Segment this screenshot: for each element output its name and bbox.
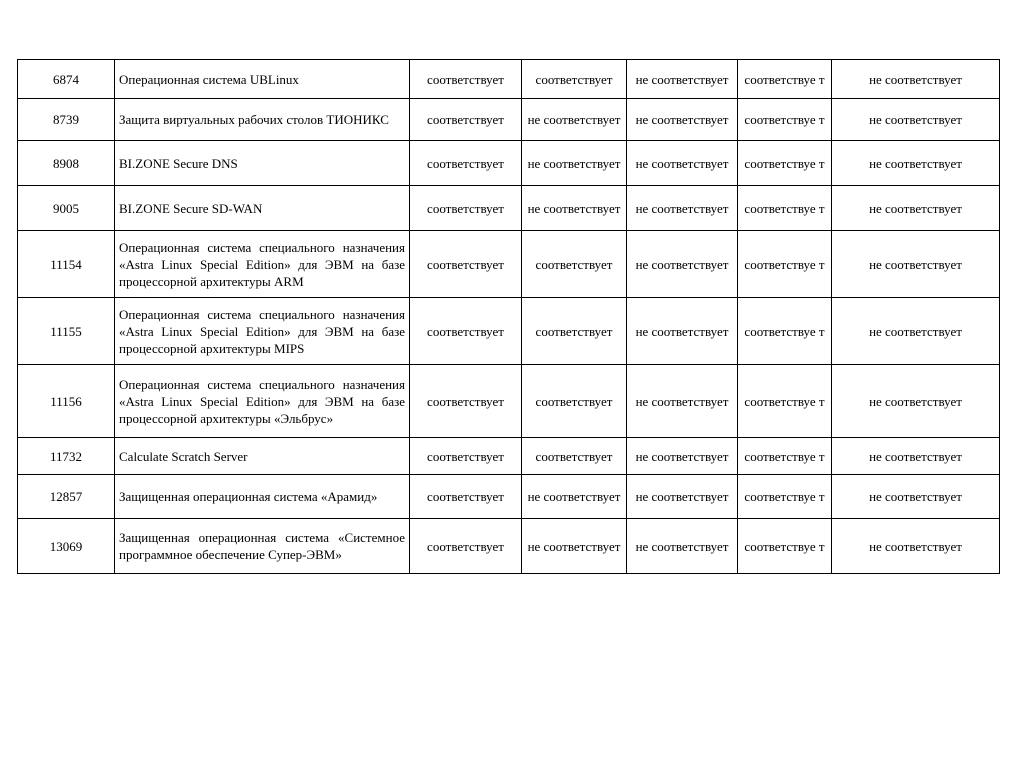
status-cell: не соответствует — [832, 519, 1000, 574]
status-cell: не соответствует — [627, 519, 738, 574]
status-cell: не соответствует — [627, 99, 738, 141]
status-cell: соответствует — [410, 475, 522, 519]
status-cell: не соответствует — [627, 365, 738, 438]
status-cell: не соответствует — [832, 438, 1000, 475]
product-name: Защищенная операционная система «Системное программное обеспечение Супер-ЭВМ» — [115, 519, 410, 574]
row-id: 8739 — [18, 99, 115, 141]
status-cell: не соответствует — [832, 475, 1000, 519]
status-cell: соответствует — [522, 298, 627, 365]
status-cell: не соответствует — [627, 186, 738, 231]
status-cell: не соответствует — [627, 60, 738, 99]
table-row — [18, 519, 1000, 574]
row-id: 13069 — [18, 519, 115, 574]
status-cell: соответствует — [410, 60, 522, 99]
status-cell: соответствует — [522, 365, 627, 438]
table-row — [18, 231, 1000, 298]
status-cell: не соответствует — [522, 475, 627, 519]
table-row — [18, 99, 1000, 141]
status-cell: соответствует — [410, 141, 522, 186]
status-cell: не соответствует — [832, 298, 1000, 365]
row-id: 12857 — [18, 475, 115, 519]
status-cell: не соответствует — [627, 298, 738, 365]
status-cell: соответствуе т — [738, 141, 832, 186]
status-cell: соответствует — [522, 231, 627, 298]
status-cell: не соответствует — [522, 141, 627, 186]
compliance-table — [17, 59, 1000, 574]
status-cell: соответствуе т — [738, 99, 832, 141]
status-cell: не соответствует — [832, 365, 1000, 438]
product-name: Защищенная операционная система «Арамид» — [115, 475, 410, 519]
table-row — [18, 365, 1000, 438]
status-cell: не соответствует — [522, 99, 627, 141]
product-name: Операционная система специального назначения «Astra Linux Special Edition» для ЭВМ на базе процессорной архитектуры MIPS — [115, 298, 410, 365]
status-cell: соответствуе т — [738, 231, 832, 298]
table-row — [18, 60, 1000, 99]
product-name: Calculate Scratch Server — [115, 438, 410, 475]
status-cell: не соответствует — [627, 438, 738, 475]
row-id: 9005 — [18, 186, 115, 231]
status-cell: не соответствует — [832, 231, 1000, 298]
table-row — [18, 438, 1000, 475]
status-cell: соответствуе т — [738, 186, 832, 231]
status-cell: не соответствует — [627, 475, 738, 519]
row-id: 11155 — [18, 298, 115, 365]
product-name: BI.ZONE Secure DNS — [115, 141, 410, 186]
status-cell: не соответствует — [522, 186, 627, 231]
table-row — [18, 298, 1000, 365]
status-cell: соответствуе т — [738, 519, 832, 574]
status-cell: не соответствует — [832, 99, 1000, 141]
status-cell: соответствует — [410, 99, 522, 141]
status-cell: соответствует — [410, 231, 522, 298]
status-cell: соответствуе т — [738, 365, 832, 438]
row-id: 11732 — [18, 438, 115, 475]
product-name: Операционная система UBLinux — [115, 60, 410, 99]
status-cell: не соответствует — [627, 141, 738, 186]
status-cell: соответствуе т — [738, 298, 832, 365]
product-name: BI.ZONE Secure SD-WAN — [115, 186, 410, 231]
status-cell: соответствует — [410, 298, 522, 365]
status-cell: соответствует — [522, 60, 627, 99]
status-cell: соответствуе т — [738, 475, 832, 519]
status-cell: не соответствует — [832, 141, 1000, 186]
row-id: 11156 — [18, 365, 115, 438]
status-cell: не соответствует — [832, 186, 1000, 231]
status-cell: не соответствует — [627, 231, 738, 298]
product-name: Защита виртуальных рабочих столов ТИОНИКС — [115, 99, 410, 141]
status-cell: соответствует — [522, 438, 627, 475]
table-row — [18, 475, 1000, 519]
status-cell: соответствует — [410, 186, 522, 231]
table-row — [18, 141, 1000, 186]
status-cell: не соответствует — [522, 519, 627, 574]
status-cell: соответствует — [410, 519, 522, 574]
product-name: Операционная система специального назначения «Astra Linux Special Edition» для ЭВМ на базе процессорной архитектуры ARM — [115, 231, 410, 298]
product-name: Операционная система специального назначения «Astra Linux Special Edition» для ЭВМ на базе процессорной архитектуры «Эльбрус» — [115, 365, 410, 438]
row-id: 8908 — [18, 141, 115, 186]
status-cell: соответствует — [410, 438, 522, 475]
row-id: 6874 — [18, 60, 115, 99]
status-cell: соответствует — [410, 365, 522, 438]
status-cell: не соответствует — [832, 60, 1000, 99]
status-cell: соответствуе т — [738, 60, 832, 99]
table-row — [18, 186, 1000, 231]
status-cell: соответствуе т — [738, 438, 832, 475]
row-id: 11154 — [18, 231, 115, 298]
